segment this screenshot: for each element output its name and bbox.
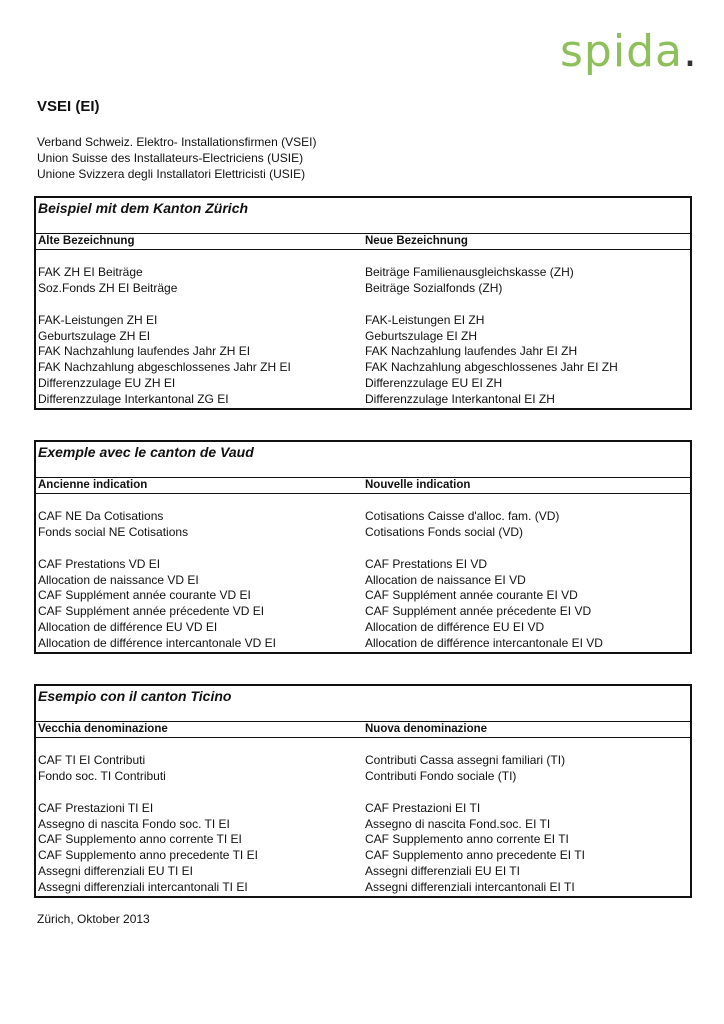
spida-logo: [560, 26, 698, 77]
table-row: [36, 297, 690, 313]
new-designation: Cotisations Caisse d'alloc. fam. (VD): [365, 509, 560, 523]
intro-line: Verband Schweiz. Elektro- Installationsfirmen (VSEI): [37, 135, 317, 149]
table-header: [36, 234, 690, 250]
old-designation: [36, 297, 365, 313]
table-body: [36, 250, 690, 408]
table-row: [36, 848, 690, 864]
table-title: Exemple avec le canton de Vaud: [36, 442, 690, 478]
old-designation: Soz.Fonds ZH EI Beiträge: [38, 280, 178, 295]
table-header: [36, 478, 690, 494]
old-designation: [36, 541, 365, 557]
new-designation: CAF Supplemento anno precedente EI TI: [365, 848, 585, 863]
old-designation: [36, 785, 365, 801]
new-designation: FAK Nachzahlung abgeschlossenes Jahr EI ZH: [365, 360, 618, 375]
table-row: [36, 573, 690, 589]
old-designation: Allocation de différence EU VD EI: [38, 620, 218, 635]
old-designation: Assegni differenziali EU TI EI: [38, 864, 193, 879]
old-designation: Allocation de différence intercantonale VD EI: [38, 636, 276, 651]
new-designation: Contributi Cassa assegni familiari (TI): [365, 753, 566, 767]
new-designation: FAK Nachzahlung laufendes Jahr EI ZH: [365, 344, 578, 359]
new-designation: Allocation de différence EU EI VD: [365, 620, 545, 635]
old-designation: CAF Supplément année précedente VD EI: [38, 604, 265, 619]
new-designation: Differenzzulage Interkantonal EI ZH: [365, 392, 555, 407]
table-title: Beispiel mit dem Kanton Zürich: [36, 198, 690, 234]
table-row: [36, 360, 690, 376]
new-designation: Geburtszulage EI ZH: [365, 328, 478, 343]
table-row: [36, 509, 690, 525]
table-row: [36, 801, 690, 817]
new-designation: CAF Supplément année courante EI VD: [365, 588, 578, 603]
old-designation: Fondo soc. TI Contributi: [38, 768, 166, 783]
new-designation: Allocation de naissance EI VD: [365, 572, 526, 587]
old-designation: Allocation de naissance VD EI: [38, 572, 199, 587]
table-row: [36, 392, 690, 408]
new-designation: Assegni differenziali intercantonali EI TI: [365, 880, 575, 895]
table-row: [36, 604, 690, 620]
table-row: [36, 541, 690, 557]
table-header: [36, 722, 690, 738]
footer-date: Zürich, Oktober 2013: [37, 912, 150, 926]
table-row: [36, 344, 690, 360]
table-row: [36, 376, 690, 392]
header-old-label: Vecchia denominazione: [38, 723, 168, 735]
header-old-label: Alte Bezeichnung: [38, 235, 135, 247]
old-designation: FAK-Leistungen ZH EI: [38, 312, 158, 327]
old-designation: CAF Supplemento anno corrente TI EI: [38, 832, 242, 847]
new-designation: Contributi Fondo sociale (TI): [365, 768, 517, 783]
intro-block: [37, 134, 316, 182]
table-body: [36, 494, 690, 652]
table-row: [36, 620, 690, 636]
header-new-label: Nuova denominazione: [365, 723, 488, 735]
table-row: [36, 817, 690, 833]
intro-line: Union Suisse des Installateurs-Electriciens (USIE): [37, 151, 304, 165]
old-designation: FAK ZH EI Beiträge: [38, 265, 143, 279]
new-designation: Allocation de différence intercantonale EI VD: [365, 636, 603, 651]
new-designation: Assegno di nascita Fond.soc. EI TI: [365, 816, 551, 831]
old-designation: CAF Supplemento anno precedente TI EI: [38, 848, 258, 863]
intro-line: Unione Svizzera degli Installatori Elettricisti (USIE): [37, 167, 306, 181]
old-designation: CAF Prestazioni TI EI: [38, 800, 154, 815]
old-designation: CAF TI EI Contributi: [38, 753, 146, 767]
new-designation: [365, 785, 690, 801]
table-row: [36, 525, 690, 541]
new-designation: CAF Prestazioni EI TI: [365, 800, 481, 815]
mapping-table: [34, 196, 692, 410]
table-row: [36, 265, 690, 281]
mapping-table: [34, 684, 692, 898]
header-old-label: Ancienne indication: [38, 479, 148, 491]
new-designation: FAK-Leistungen EI ZH: [365, 312, 485, 327]
table-row: [36, 864, 690, 880]
old-designation: Assegni differenziali intercantonali TI EI: [38, 880, 248, 895]
table-row: [36, 753, 690, 769]
table-row: [36, 769, 690, 785]
old-designation: Geburtszulage ZH EI: [38, 328, 151, 343]
new-designation: CAF Supplément année précedente EI VD: [365, 604, 592, 619]
new-designation: Assegni differenziali EU EI TI: [365, 864, 520, 879]
old-designation: FAK Nachzahlung abgeschlossenes Jahr ZH EI: [38, 360, 291, 375]
new-designation: Beiträge Familienausgleichskasse (ZH): [365, 265, 574, 279]
mapping-table: [34, 440, 692, 654]
new-designation: Beiträge Sozialfonds (ZH): [365, 280, 503, 295]
header-new-label: Nouvelle indication: [365, 479, 471, 491]
new-designation: [365, 541, 690, 557]
old-designation: CAF NE Da Cotisations: [38, 509, 164, 523]
table-row: [36, 880, 690, 896]
page-title: VSEI (EI): [37, 98, 100, 115]
table-row: [36, 588, 690, 604]
old-designation: Differenzzulage Interkantonal ZG EI: [38, 392, 229, 407]
new-designation: Cotisations Fonds social (VD): [365, 524, 524, 539]
old-designation: CAF Supplément année courante VD EI: [38, 588, 251, 603]
header-new-label: Neue Bezeichnung: [365, 235, 468, 247]
table-row: [36, 313, 690, 329]
new-designation: Differenzzulage EU EI ZH: [365, 376, 503, 391]
table-row: [36, 636, 690, 652]
logo-dot: .: [682, 26, 698, 77]
old-designation: Assegno di nascita Fondo soc. TI EI: [38, 816, 230, 831]
logo-text: spida: [560, 26, 683, 77]
table-title: Esempio con il canton Ticino: [36, 686, 690, 722]
new-designation: [365, 297, 690, 313]
new-designation: CAF Prestations EI VD: [365, 556, 488, 571]
old-designation: CAF Prestations VD EI: [38, 556, 161, 571]
new-designation: CAF Supplemento anno corrente EI TI: [365, 832, 569, 847]
table-row: [36, 281, 690, 297]
table-body: [36, 738, 690, 896]
old-designation: Differenzzulage EU ZH EI: [38, 376, 176, 391]
old-designation: Fonds social NE Cotisations: [38, 524, 189, 539]
old-designation: FAK Nachzahlung laufendes Jahr ZH EI: [38, 344, 251, 359]
table-row: [36, 329, 690, 345]
table-row: [36, 557, 690, 573]
table-row: [36, 832, 690, 848]
table-row: [36, 785, 690, 801]
